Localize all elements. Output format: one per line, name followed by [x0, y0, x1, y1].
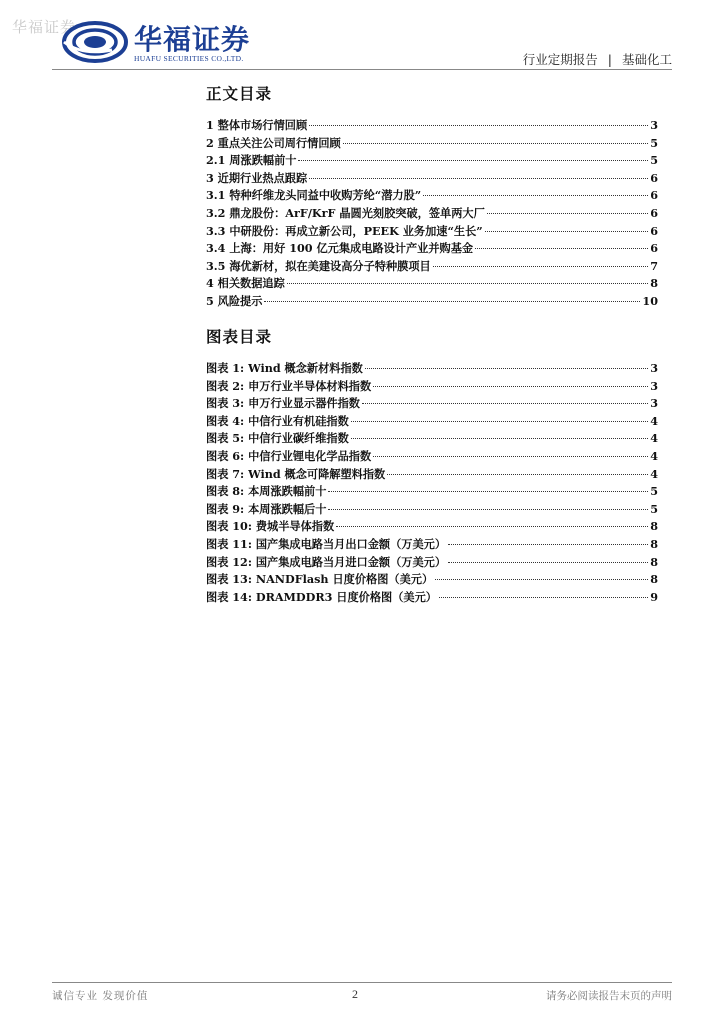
- figure-entry[interactable]: [206, 413, 658, 431]
- footer-slogan: 诚信专业 发现价值: [52, 990, 149, 1002]
- figure-entry[interactable]: [206, 501, 658, 519]
- toc-entry-label: 3.3 中研股份：再成立新公司，PEEK 业务加速“生长”: [206, 223, 483, 238]
- toc-entry-label: 3.2 鼎龙股份：ArF/KrF 晶圆光刻胶突破，签单两大厂: [206, 205, 485, 220]
- dot-leader: [298, 160, 648, 161]
- figure-entry-label: 图表 6: 中信行业锂电化学品指数: [206, 448, 372, 463]
- dot-leader: [309, 125, 648, 126]
- figure-entry[interactable]: [206, 360, 658, 378]
- toc-entry-label: 3.5 海优新材，拟在美建设高分子特种膜项目: [206, 258, 431, 273]
- watermark: 华福证券: [12, 18, 77, 36]
- figure-entry[interactable]: [206, 466, 658, 484]
- figures-list: [206, 360, 658, 606]
- toc-entry[interactable]: [206, 135, 658, 153]
- toc-entry[interactable]: [206, 170, 658, 188]
- figure-entry[interactable]: [206, 554, 658, 572]
- dot-leader: [487, 213, 648, 214]
- toc-entry-page: 6: [650, 170, 658, 185]
- toc-entry-page: 10: [642, 293, 658, 308]
- figure-entry-label: 图表 9: 本周涨跌幅后十: [206, 501, 327, 516]
- figure-entry-page: 8: [650, 519, 658, 534]
- figure-entry-page: 9: [650, 589, 658, 604]
- figure-entry-page: 4: [650, 431, 658, 446]
- dot-leader: [433, 266, 648, 267]
- figure-entry-label: 图表 1: Wind 概念新材料指数: [206, 361, 363, 375]
- figure-entry[interactable]: [206, 448, 658, 466]
- industry-name: 基础化工: [621, 52, 672, 67]
- dot-leader: [287, 283, 648, 284]
- figure-entry[interactable]: [206, 483, 658, 501]
- dot-leader: [435, 579, 648, 580]
- figure-entry-label: 图表 13: NANDFlash 日度价格图（美元）: [206, 572, 434, 587]
- dot-leader: [343, 143, 648, 144]
- figure-entry-page: 5: [650, 484, 658, 499]
- toc-entry-page: 5: [650, 153, 658, 168]
- figures-title: 图表目录: [206, 328, 273, 346]
- header-separator: |: [607, 52, 612, 67]
- toc-entry-page: 3: [650, 118, 658, 132]
- figure-entry-page: 3: [650, 361, 658, 375]
- dot-leader: [328, 509, 648, 510]
- toc-entry-label: 3.1 特种纤维龙头同益中收购芳纶“潜力股”: [206, 188, 422, 203]
- figure-entry-page: 5: [650, 501, 658, 516]
- dot-leader: [448, 544, 648, 545]
- toc-entry-label: 3.4 上海：用好 100 亿元集成电路设计产业并购基金: [206, 241, 474, 256]
- dot-leader: [351, 438, 648, 439]
- figure-entry-label: 图表 4: 中信行业有机硅指数: [206, 413, 349, 428]
- figure-entry-label: 图表 5: 中信行业碳纤维指数: [206, 431, 349, 446]
- brand-name-cn: 华福证券: [134, 23, 251, 56]
- toc-entry-page: 6: [650, 241, 658, 256]
- toc-entry[interactable]: [206, 223, 658, 241]
- toc-entry[interactable]: [206, 293, 658, 311]
- figure-entry-label: 图表 11: 国产集成电路当月出口金额（万美元）: [206, 536, 447, 551]
- page-number: 2: [352, 987, 358, 1001]
- figure-entry-label: 图表 10: 费城半导体指数: [206, 519, 335, 534]
- figure-entry-page: 8: [650, 554, 658, 569]
- toc-entry-page: 7: [650, 258, 658, 273]
- toc-entry[interactable]: [206, 275, 658, 293]
- dot-leader: [423, 195, 648, 196]
- huafu-logo-icon: [62, 20, 128, 64]
- figure-entry-label: 图表 7: Wind 概念可降解塑料指数: [206, 466, 386, 481]
- figure-entry[interactable]: [206, 430, 658, 448]
- toc-entry[interactable]: [206, 205, 658, 223]
- toc-entry[interactable]: [206, 117, 658, 135]
- toc-entry[interactable]: [206, 187, 658, 205]
- toc-entry-page: 8: [650, 276, 658, 291]
- dot-leader: [373, 386, 648, 387]
- figure-entry-label: 图表 8: 本周涨跌幅前十: [206, 484, 327, 499]
- figure-entry-page: 4: [650, 413, 658, 428]
- dot-leader: [351, 421, 648, 422]
- dot-leader: [328, 491, 648, 492]
- dot-leader: [448, 562, 648, 563]
- dot-leader: [439, 597, 648, 598]
- dot-leader: [387, 474, 648, 475]
- report-header: [523, 50, 672, 68]
- figure-entry-label: 图表 3: 申万行业显示器件指数: [206, 396, 360, 411]
- toc-entry[interactable]: [206, 240, 658, 258]
- figure-entry-page: 4: [650, 448, 658, 463]
- figure-entry-page: 3: [650, 396, 658, 411]
- toc-entry-label: 4 相关数据追踪: [206, 276, 285, 291]
- figure-entry-label: 图表 12: 国产集成电路当月进口金额（万美元）: [206, 554, 447, 569]
- figure-entry[interactable]: [206, 395, 658, 413]
- toc-entry-label: 1 整体市场行情回顾: [206, 118, 308, 132]
- toc-entry-page: 5: [650, 135, 658, 150]
- figure-entry-label: 图表 2: 申万行业半导体材料指数: [206, 378, 372, 393]
- figure-entry-page: 4: [650, 466, 658, 481]
- figure-entry-page: 8: [650, 572, 658, 587]
- figure-entry[interactable]: [206, 536, 658, 554]
- dot-leader: [485, 231, 649, 232]
- dot-leader: [373, 456, 648, 457]
- figure-entry[interactable]: [206, 571, 658, 589]
- contents-title: 正文目录: [206, 85, 273, 103]
- figure-entry[interactable]: [206, 378, 658, 396]
- brand-name-en: HUAFU SECURITIES CO.,LTD.: [134, 54, 244, 63]
- figure-entry-page: 3: [650, 378, 658, 393]
- figure-entry[interactable]: [206, 518, 658, 536]
- footer-disclaimer: 请务必阅读报告末页的声明: [546, 990, 672, 1002]
- dot-leader: [365, 368, 648, 369]
- toc-entry-label: 5 风险提示: [206, 293, 263, 308]
- toc-entry-page: 6: [650, 205, 658, 220]
- figure-entry-page: 8: [650, 536, 658, 551]
- dot-leader: [264, 301, 640, 302]
- dot-leader: [362, 403, 648, 404]
- toc-entry[interactable]: [206, 152, 658, 170]
- dot-leader: [336, 526, 648, 527]
- toc-entry-page: 6: [650, 188, 658, 203]
- toc-entry-label: 2.1 周涨跌幅前十: [206, 153, 297, 168]
- toc-entry[interactable]: [206, 258, 658, 276]
- footer-divider: [52, 982, 672, 983]
- company-logo: [62, 18, 282, 68]
- toc-entry-page: 6: [650, 223, 658, 238]
- dot-leader: [475, 248, 648, 249]
- header-divider: [52, 69, 672, 70]
- dot-leader: [309, 178, 648, 179]
- toc-entry-label: 3 近期行业热点跟踪: [206, 170, 308, 185]
- figure-entry[interactable]: [206, 589, 658, 607]
- toc-entry-label: 2 重点关注公司周行情回顾: [206, 135, 341, 150]
- contents-list: [206, 117, 658, 311]
- figure-entry-label: 图表 14: DRAMDDR3 日度价格图（美元）: [206, 589, 437, 604]
- report-type: 行业定期报告: [522, 52, 598, 67]
